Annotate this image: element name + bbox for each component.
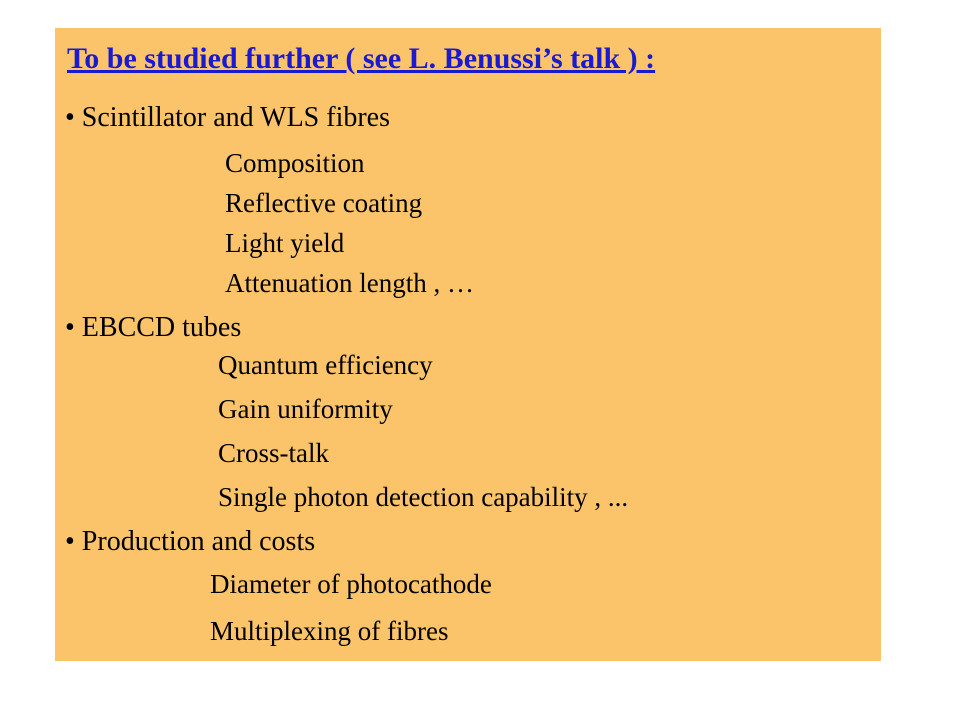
- sub-item-attenuation-length: Attenuation length , …: [225, 268, 474, 298]
- sub-item-reflective-coating: Reflective coating: [225, 188, 423, 218]
- sub-item-light-yield: Light yield: [225, 228, 345, 258]
- sub-item-composition: Composition: [225, 148, 365, 178]
- sub-item-diameter-of-photocathode: Diameter of photocathode: [210, 569, 492, 599]
- sub-item-gain-uniformity: Gain uniformity: [218, 394, 393, 424]
- sub-item-cross-talk: Cross-talk: [218, 438, 329, 468]
- sub-item-single-photon-detection-capability: Single photon detection capability , ...: [218, 482, 629, 512]
- slide-title: To be studied further ( see L. Benussi’s talk ) :: [67, 42, 656, 75]
- slide-canvas: [55, 28, 881, 661]
- bullet-ebccd-tubes: • EBCCD tubes: [65, 312, 242, 343]
- sub-item-quantum-efficiency: Quantum efficiency: [218, 350, 433, 380]
- sub-item-multiplexing-of-fibres: Multiplexing of fibres: [210, 616, 449, 646]
- bullet-scintillator-and-wls-fibres: • Scintillator and WLS fibres: [65, 102, 391, 133]
- bullet-production-and-costs: • Production and costs: [65, 526, 316, 557]
